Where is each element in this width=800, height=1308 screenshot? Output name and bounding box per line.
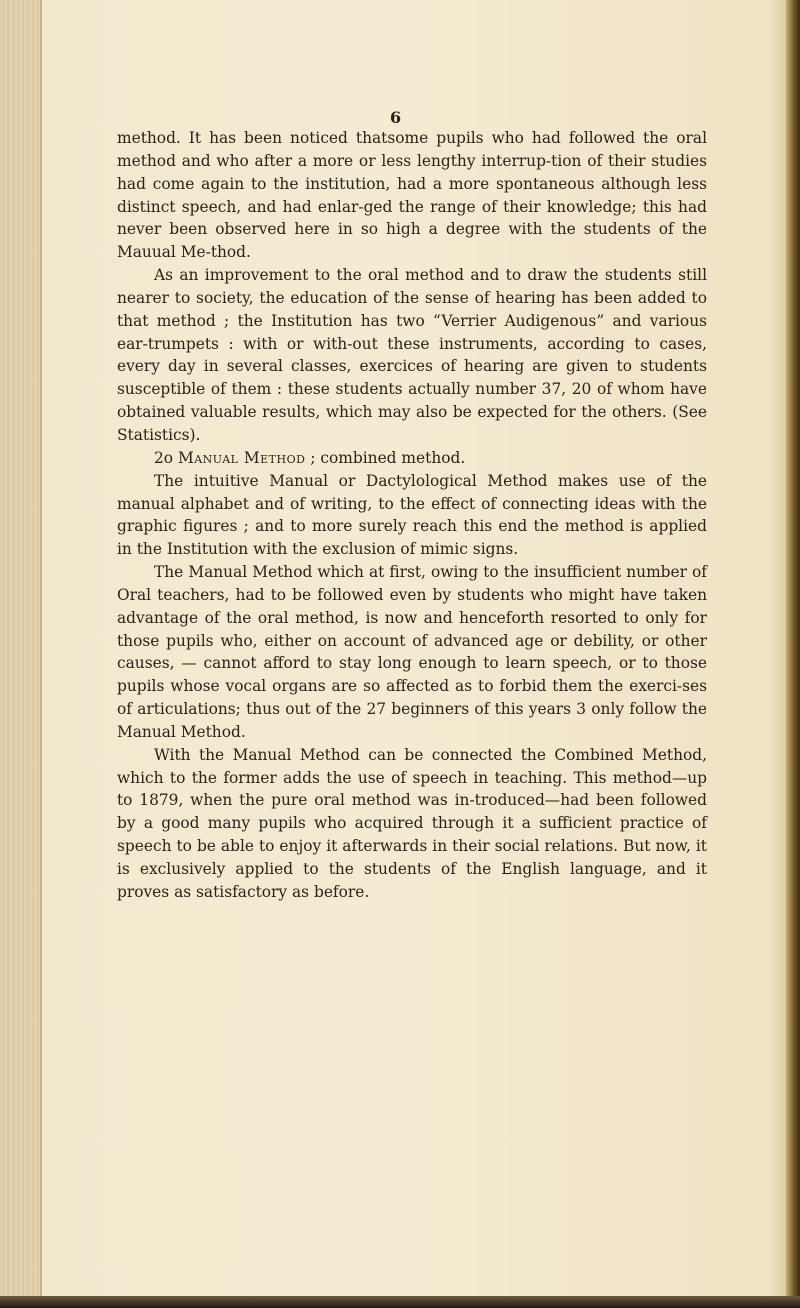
binding-line [40, 0, 42, 1308]
section-heading [117, 447, 707, 470]
paragraph-6: With the Manual Method can be connected the Combined Method, which to the former adds the use of speech in teaching. This method—up to 1879, when the pure oral method was in-troduced—had been followed by a good many pupils who acquired through it a sufficient practice of speech to be able to enjoy it afterwards in their social relations. But now, it is exclusively applied to the students of the English language, and it proves as satisfactory as before. [117, 745, 707, 901]
paragraph-5: The Manual Method which at first, owing to the insufficient number of Oral teachers, had to be followed even by students who might have taken advantage of the oral method, is now and henceforth resorted to only for those pupils who, either on account of advanced age or debility, or other causes, — cannot afford to stay long enough to learn speech, or to those pupils whose vocal organs are so affected as to forbid them the exerci-ses of articulations; thus out of the 27 beginners of this years 3 only follow the Manual Method. [117, 563, 707, 741]
paragraph-2: As an improvement to the oral method and to draw the students still nearer to society, the education of the sense of hearing has been added to that method ; the Institution has two “Verrier Audigenous” and various ear-trumpets : with or with-out these instruments, according to cases, every day in several classes, exercices of hearing are given to students susceptible of them : these students actually number 37, 20 of whom have obtained valuable results, which may also be expected for the others. (See Statistics). [117, 266, 707, 444]
section-subtitle: ; combined method. [305, 448, 466, 467]
page-edge-bottom [0, 1296, 800, 1308]
binding-gutter [0, 0, 42, 1308]
page-edge-right [786, 0, 800, 1308]
paragraph-1: method. It has been noticed thatsome pupils who had followed the oral method and who after a more or less lengthy interrup-tion of their studies had come again to the institution, had a more spontaneous although less distinct speech, and had enlar-ged the range of their knowledge; this had never been observed here in so high a degree with the students of the Mauual Me-thod. [117, 129, 707, 262]
section-title: Manual Method [177, 448, 306, 467]
paragraph-4: The intuitive Manual or Dactylological Method makes use of the manual alphabet and of writing, to the effect of connecting ideas with the graphic figures ; and to more surely reach this end the method is applied in the Institution with the exclusion of mimic signs. [117, 471, 707, 559]
page-number: 6 [390, 108, 403, 127]
body-text [117, 127, 707, 904]
section-number: 2o [154, 448, 174, 467]
